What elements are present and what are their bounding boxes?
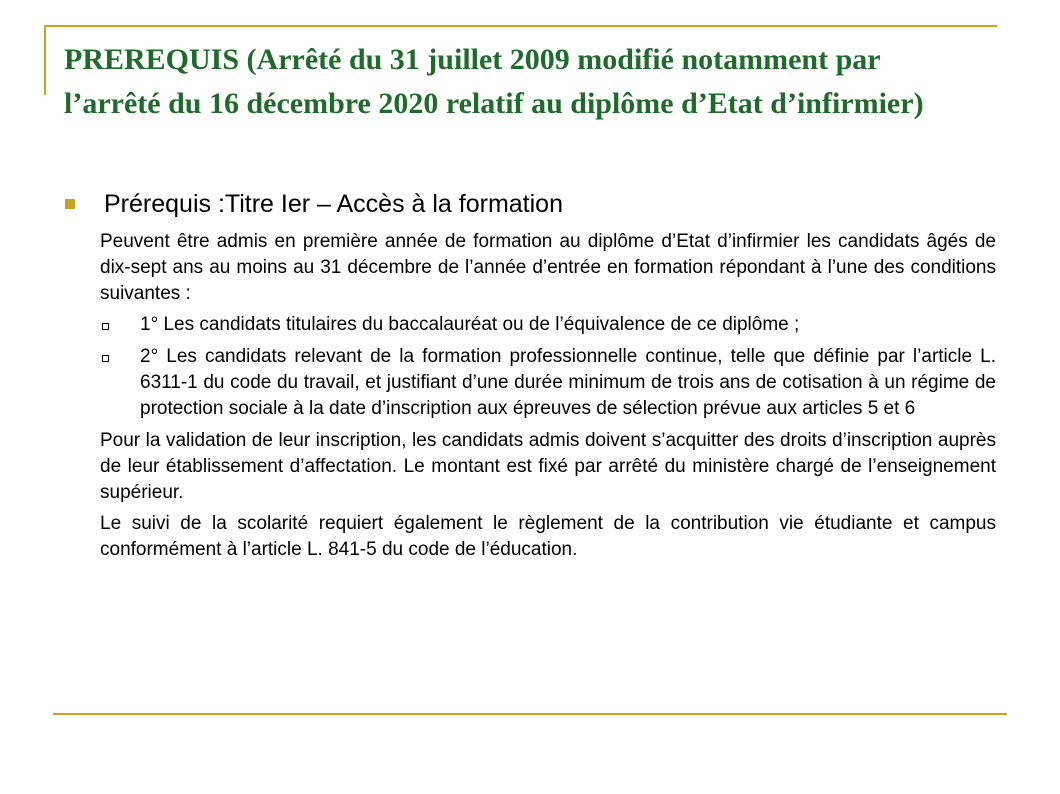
- validation-paragraph: Pour la validation de leur inscription, les candidats admis doivent s’acquitter des droits d’inscription auprès de leur établissement d’affectation. Le montant est fixé par arrêté du ministère chargé de l’enseignement supérieur.: [100, 430, 996, 503]
- square-bullet-icon: [65, 199, 75, 209]
- top-rule: [44, 25, 997, 27]
- bottom-rule: [53, 713, 1007, 715]
- condition-item: [140, 344, 996, 422]
- intro-paragraph: Peuvent être admis en première année de formation au diplôme d’Etat d’infirmier les candidats âgés de dix-sept ans au moins au 31 décembre de l’année d’entrée en formation répondant à l’une des conditions suivantes :: [100, 231, 996, 304]
- hollow-square-bullet-icon: [102, 323, 109, 330]
- slide-body: [60, 186, 996, 568]
- condition-text: 1° Les candidats titulaires du baccalauréat ou de l’équivalence de ce diplôme ;: [140, 314, 800, 335]
- condition-item: [140, 312, 996, 338]
- condition-text: 2° Les candidats relevant de la formation professionnelle continue, telle que définie par l’article L. 6311-1 du code du travail, et justifiant d’une durée minimum de trois ans de cotisation à un régime de protection sociale à la date d’inscription aux épreuves de sélection prévue aux articles 5 et 6: [140, 346, 996, 419]
- slide-title: PREREQUIS (Arrêté du 31 juillet 2009 modifié notamment par l’arrêté du 16 décembre 2020 relatif au diplôme d’Etat d’infirmier): [64, 43, 924, 120]
- section-heading-item: [60, 186, 996, 222]
- left-rule: [44, 25, 46, 95]
- section-heading: Prérequis :Titre Ier – Accès à la formation: [104, 190, 563, 218]
- hollow-square-bullet-icon: [102, 355, 109, 362]
- suivi-paragraph: Le suivi de la scolarité requiert également le règlement de la contribution vie étudiante et campus conformément à l’article L. 841-5 du code de l’éducation.: [100, 513, 996, 560]
